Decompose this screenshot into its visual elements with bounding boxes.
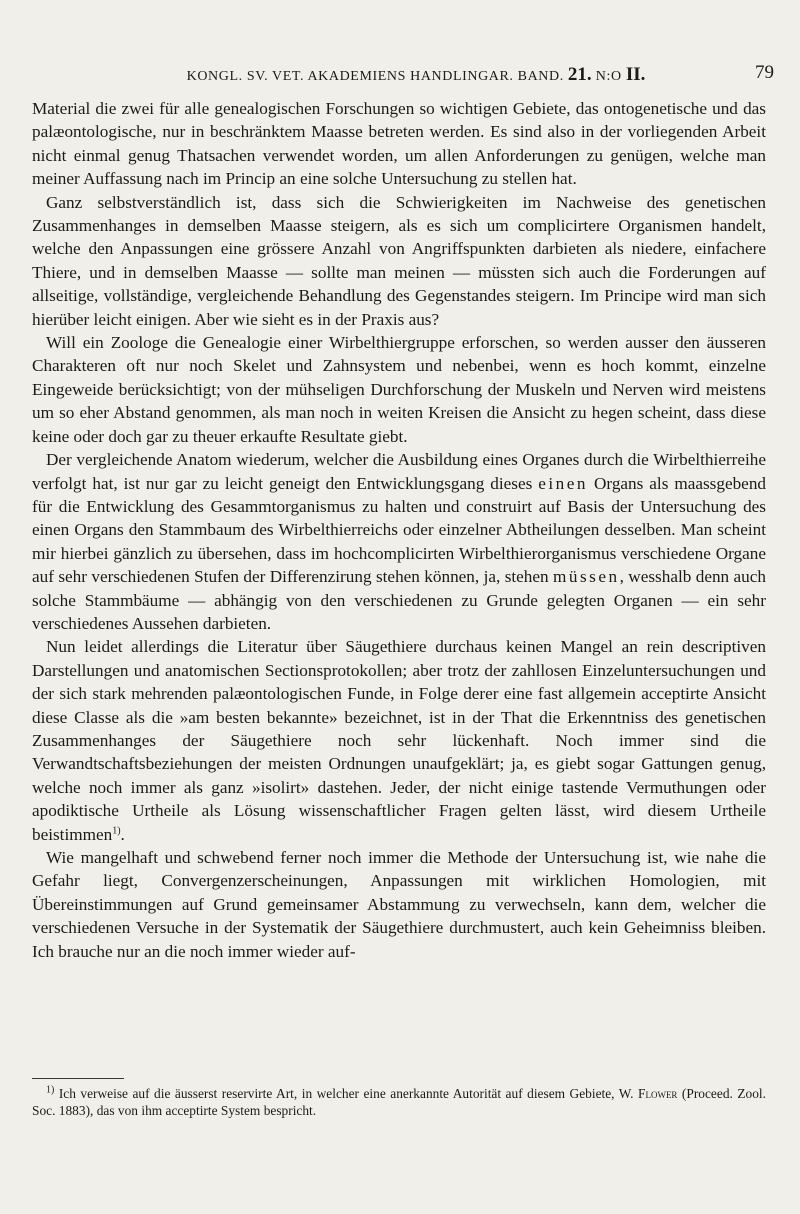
footnote-text-before: Ich verweise auf die äusserst reservirte Art, in welcher eine anerkannte Autorität auf diesem Gebiete, W.	[54, 1086, 638, 1101]
page-number: 79	[755, 62, 774, 83]
footnote	[32, 1085, 766, 1119]
paragraph	[32, 191, 766, 331]
paragraph-text: , wesshalb denn auch solche Stammbäume — abhängig von den verschiedenen zu Grunde gelegten Organen — ein sehr verschiedenes Aussehen darbieten.	[32, 567, 766, 633]
emphasized-text: müssen	[553, 567, 620, 587]
paragraph-text: Will ein Zoologe die Genealogie einer Wirbelthiergruppe erforschen, so werden ausser den äusseren Charakteren oft nur noch Skelet und Zahnsystem und nebenbei, wenn es hoch kommt, einzelne Eingeweide berücksichtigt; von der mühseligen Durchforschung der Muskeln und Nerven wird meistens um so eher Abstand genommen, als man noch in weiten Kreisen die Ansicht zu hegen scheint, dass diese keine oder doch gar zu theuer erkaufte Resultate giebt.	[32, 333, 766, 446]
footnote-author: Flower	[638, 1086, 678, 1101]
paragraph	[32, 448, 766, 635]
running-head-title: KONGL. SV. VET. AKADEMIENS HANDLINGAR. BAND.	[186, 69, 564, 84]
paragraph-text: Organs als maassgebend für die Entwicklung des Gesammtorganismus zu halten und construirt auf Basis der Untersuchung des einen Organs den Stammbaum des Wirbelthierreichs oder einzelner Abtheilungen desselben. Man scheint mir hierbei gänzlich zu übersehen, dass im hochcomplicirten Wirbelthierorganismus verschiedene Organe auf sehr verschiedenen Stufen der Differenzirung stehen können, ja, stehen	[32, 473, 767, 587]
footnote-marker: 1)	[46, 1084, 55, 1096]
body-text	[32, 97, 766, 963]
paragraph	[32, 331, 766, 448]
number-label: N:O	[595, 69, 622, 84]
footnote-text-after: (Proceed. Zool. Soc. 1883), das von ihm acceptirte System bespricht.	[32, 1086, 766, 1118]
footnote-ref: 1)	[112, 824, 121, 836]
paragraph	[32, 846, 766, 963]
paragraph	[32, 635, 766, 846]
paragraph-text: Der vergleichende Anatom wiederum, welcher die Ausbildung eines Organes durch die Wirbelthierreihe verfolgt hat, ist nur gar zu leicht geneigt den Entwicklungsgang dieses	[32, 450, 766, 493]
paragraph-text: Material die zwei für alle genealogischen Forschungen so wichtigen Gebiete, das ontogenetische und das palæontologische, nur in beschränktem Maasse betreten werden. Es sind also in der vorliegenden Arbeit nicht einmal genug Thatsachen verwendet worden, um allen Anforderungen zu genügen, welche man meiner Auffassung nach im Princip an eine solche Untersuchung zu stellen hat.	[32, 99, 766, 189]
emphasized-text: einen	[538, 473, 589, 493]
paragraph-text: .	[120, 824, 125, 844]
footnote-rule	[32, 1078, 124, 1079]
paragraph	[32, 97, 766, 191]
paragraph-text: Wie mangelhaft und schwebend ferner noch immer die Methode der Untersuchung ist, wie nahe die Gefahr liegt, Convergenzerscheinungen, Anpassungen mit wirklichen Homologien, mit Übereinstimmungen auf Grund gemeinsamer Abstammung zu verwechseln, kann dem, welcher die verschiedenen Versuche in der Systematik der Säugethiere durchmustert, auch kein Geheimniss bleiben. Ich brauche nur an die noch immer wieder auf-	[32, 848, 766, 961]
volume-number: 21.	[567, 64, 592, 85]
running-head	[114, 64, 718, 86]
paragraph-text: Ganz selbstverständlich ist, dass sich die Schwierigkeiten im Nachweise des genetischen Zusammenhanges in demselben Maasse steigern, als es sich um complicirtere Organismen handelt, welche den Anpassungen eine grössere Anzahl von Angriffspunkten darbieten als niedere, einfachere Thiere, und in demselben Maasse — sollte man meinen — müssten sich auch die Forderungen auf allseitige, vollständige, vergleichende Behandlung des Gegenstandes steigern. Im Principe wird man sich hierüber leicht einigen. Aber wie sieht es in der Praxis aus?	[32, 192, 766, 329]
issue-number: II.	[625, 64, 646, 85]
paragraph-text: Nun leidet allerdings die Literatur über Säugethiere durchaus keinen Mangel an rein descriptiven Darstellungen und anatomischen Sectionsprotokollen; aber trotz der zahllosen Einzeluntersuchungen und der sich stark mehrenden palæontologischen Funde, in Folge derer eine fast allgemein acceptirte Ansicht diese Classe als die »am besten bekannte» bezeichnet, ist in der That die Erkenntniss des genetischen Zusammenhanges der Säugethiere noch sehr lückenhaft. Noch immer sind die Verwandtschaftsbeziehungen der meisten Ordnungen unaufgeklärt; ja, es giebt sogar Gattungen genug, welche noch immer als ganz »isolirt» dastehen. Jeder, der nicht einige tastende Vermuthungen oder apodiktische Urtheile als Lösung wissenschaftlicher Fragen gelten lässt, wird diesem Urtheile beistimmen	[32, 637, 766, 844]
